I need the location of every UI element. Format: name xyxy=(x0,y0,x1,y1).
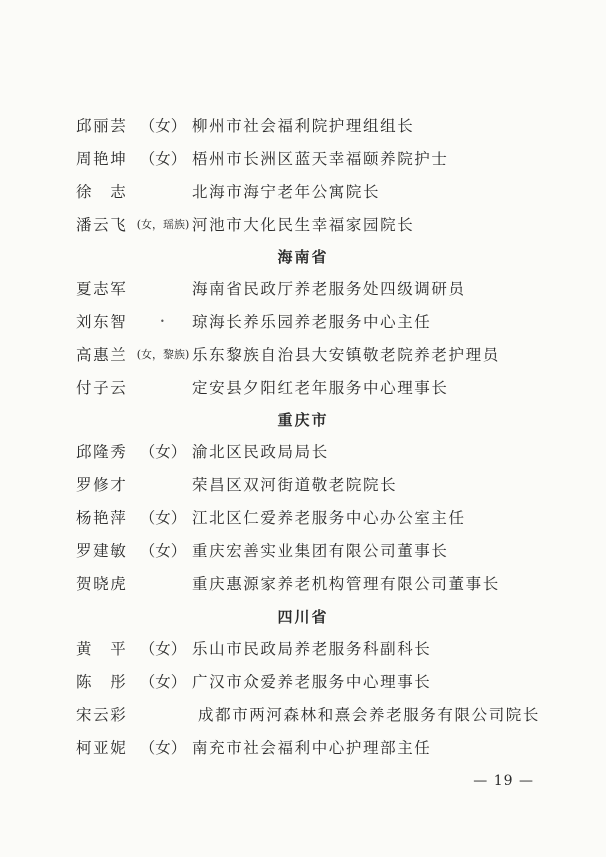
page-number: — 19 — xyxy=(473,773,534,789)
list-item xyxy=(76,309,431,333)
list-item xyxy=(76,342,500,366)
list-item xyxy=(76,113,414,137)
person-affiliation: 河池市大化民生幸福家园院长 xyxy=(192,216,415,234)
list-item xyxy=(76,179,380,203)
person-name: 罗修才 xyxy=(76,476,128,494)
person-affiliation: 南充市社会福利中心护理部主任 xyxy=(192,739,432,757)
person-name: 刘东智 xyxy=(76,313,128,331)
list-item xyxy=(76,375,449,399)
person-name: 夏志军 xyxy=(76,280,128,298)
person-affiliation: 海南省民政厅养老服务处四级调研员 xyxy=(192,280,466,298)
person-name: 罗建敏 xyxy=(76,542,128,560)
list-item xyxy=(76,735,431,759)
person-affiliation: 荣昌区双河街道敬老院院长 xyxy=(192,476,398,494)
person-name: 宋云彩 xyxy=(76,706,128,724)
person-note: （女） xyxy=(139,117,187,135)
person-note: (女，黎族) xyxy=(136,348,190,361)
person-affiliation: 琼海长养乐园养老服务中心主任 xyxy=(192,313,432,331)
person-affiliation: 成都市两河森林和熹会养老服务有限公司院长 xyxy=(198,706,541,724)
person-affiliation: 重庆宏善实业集团有限公司董事长 xyxy=(192,542,449,560)
person-note: (女，瑶族) xyxy=(136,218,190,231)
person-name: 高惠兰 xyxy=(76,346,128,364)
list-item xyxy=(76,146,449,170)
person-name: 徐 志 xyxy=(76,183,128,201)
person-note: （女） xyxy=(139,509,187,527)
person-affiliation: 定安县夕阳红老年服务中心理事长 xyxy=(192,379,449,397)
person-affiliation: 北海市海宁老年公寓院长 xyxy=(192,183,381,201)
list-item xyxy=(76,212,414,236)
person-name: 付子云 xyxy=(76,379,128,397)
list-item xyxy=(76,571,500,595)
person-name: 贺晓虎 xyxy=(76,575,128,593)
province-heading: 海南省 xyxy=(277,248,329,266)
person-affiliation: 梧州市长洲区蓝天幸福颐养院护士 xyxy=(192,150,449,168)
person-name: 柯亚妮 xyxy=(76,739,128,757)
person-note: （女） xyxy=(139,542,187,560)
list-item xyxy=(76,276,466,300)
person-note: （女） xyxy=(139,443,187,461)
person-affiliation: 江北区仁爱养老服务中心办公室主任 xyxy=(192,509,466,527)
scan-speck: • xyxy=(160,317,165,326)
person-name: 邱隆秀 xyxy=(76,443,128,461)
person-name: 邱丽芸 xyxy=(76,117,128,135)
person-name: 黄 平 xyxy=(76,640,128,658)
list-item xyxy=(76,702,540,726)
list-item xyxy=(76,472,397,496)
person-name: 陈 彤 xyxy=(76,673,128,691)
list-item xyxy=(76,538,449,562)
person-affiliation: 乐东黎族自治县大安镇敬老院养老护理员 xyxy=(192,346,500,364)
person-name: 杨艳萍 xyxy=(76,509,128,527)
list-item xyxy=(76,636,431,660)
person-affiliation: 乐山市民政局养老服务科副科长 xyxy=(192,640,432,658)
person-note: （女） xyxy=(139,673,187,691)
province-heading: 重庆市 xyxy=(277,411,329,429)
person-note: （女） xyxy=(139,150,187,168)
list-item xyxy=(76,439,329,463)
person-note: （女） xyxy=(139,640,187,658)
person-affiliation: 广汉市众爱养老服务中心理事长 xyxy=(192,673,432,691)
list-item xyxy=(76,505,466,529)
list-item xyxy=(76,669,431,693)
person-name: 潘云飞 xyxy=(76,216,128,234)
province-heading: 四川省 xyxy=(277,608,329,626)
person-note: （女） xyxy=(139,739,187,757)
person-affiliation: 渝北区民政局局长 xyxy=(192,443,329,461)
person-affiliation: 重庆惠源家养老机构管理有限公司董事长 xyxy=(192,575,500,593)
person-affiliation: 柳州市社会福利院护理组组长 xyxy=(192,117,415,135)
person-name: 周艳坤 xyxy=(76,150,128,168)
